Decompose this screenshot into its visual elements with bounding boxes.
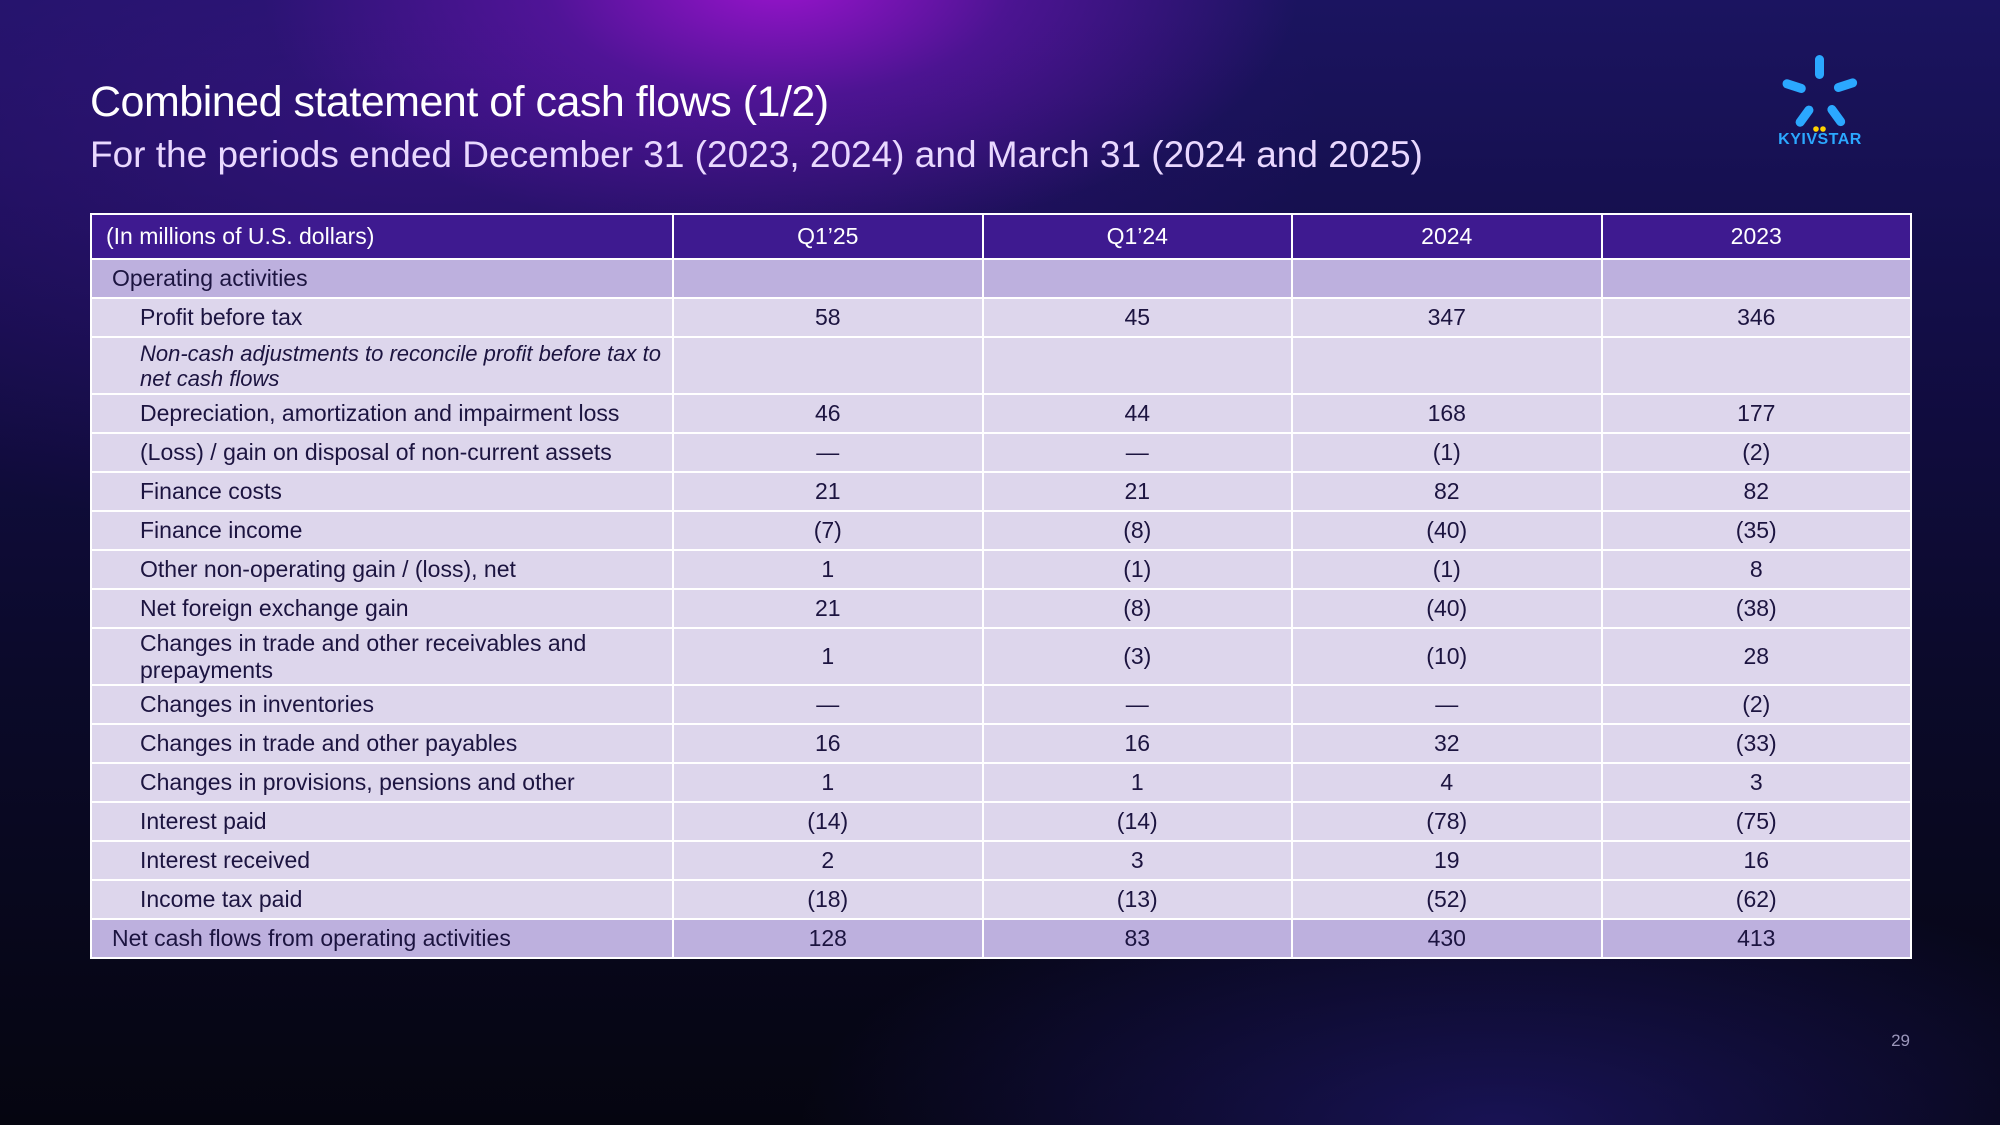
header-q1-24: Q1’24 [983,214,1293,259]
cell-2023: (2) [1602,433,1912,472]
cell-2024: 168 [1292,394,1602,433]
cash-flow-table [90,213,1912,959]
cell-q1-24: (1) [983,550,1293,589]
cell-q1-24: — [983,433,1293,472]
cell-2023: 82 [1602,472,1912,511]
cell-q1-24: 21 [983,472,1293,511]
cell-q1-24: (8) [983,511,1293,550]
cell-2024: — [1292,685,1602,724]
cell-q1-24: 3 [983,841,1293,880]
cell-2023: 346 [1602,298,1912,337]
cell-q1-24: 44 [983,394,1293,433]
page-number: 29 [1891,1031,1910,1050]
row-label: Net foreign exchange gain [91,589,673,628]
cell-2023: 8 [1602,550,1912,589]
row-label: Changes in provisions, pensions and other [91,763,673,802]
table-total-row [91,919,1911,958]
row-label: Finance costs [91,472,673,511]
table-row [91,511,1911,550]
page-title: Combined statement of cash flows (1/2) [90,78,829,126]
cell-2024 [1292,337,1602,394]
cell-2023: (38) [1602,589,1912,628]
header-2023: 2023 [1602,214,1912,259]
table-row [91,298,1911,337]
cell-2024: 430 [1292,919,1602,958]
cell-2024: (10) [1292,628,1602,685]
cell-2023: 16 [1602,841,1912,880]
row-label: Interest paid [91,802,673,841]
cell-q1-24: 45 [983,298,1293,337]
cell-q1-24: 16 [983,724,1293,763]
row-label: Non-cash adjustments to reconcile profit before tax to net cash flows [91,337,673,394]
table-row [91,802,1911,841]
table-row [91,763,1911,802]
cell-2023 [1602,259,1912,298]
cell-2024 [1292,259,1602,298]
cell-q1-24 [983,259,1293,298]
header-2024: 2024 [1292,214,1602,259]
cell-2024: (78) [1292,802,1602,841]
row-label: Changes in trade and other receivables and prepayments [91,628,673,685]
cell-q1-25: 1 [673,763,983,802]
cell-2023: (2) [1602,685,1912,724]
header-units: (In millions of U.S. dollars) [91,214,673,259]
table-row [91,724,1911,763]
cell-2024: 4 [1292,763,1602,802]
row-label: Net cash flows from operating activities [91,919,673,958]
cell-q1-24: — [983,685,1293,724]
row-label: Operating activities [91,259,673,298]
cell-q1-25: 128 [673,919,983,958]
cell-2023: 3 [1602,763,1912,802]
cell-2023 [1602,337,1912,394]
header-q1-25: Q1’25 [673,214,983,259]
cell-q1-25: 21 [673,472,983,511]
table-row [91,841,1911,880]
table-header-row [91,214,1911,259]
cell-2024: 19 [1292,841,1602,880]
cell-q1-25: (18) [673,880,983,919]
cell-q1-25: 58 [673,298,983,337]
row-label: Finance income [91,511,673,550]
cell-q1-24: (14) [983,802,1293,841]
cell-q1-24: (8) [983,589,1293,628]
cell-q1-25: (14) [673,802,983,841]
cell-2023: 28 [1602,628,1912,685]
cell-2023: (75) [1602,802,1912,841]
row-label: Changes in trade and other payables [91,724,673,763]
cell-2023: (35) [1602,511,1912,550]
cell-q1-25: 1 [673,628,983,685]
cell-q1-25: 46 [673,394,983,433]
table-row [91,685,1911,724]
table-row [91,337,1911,394]
cell-q1-24 [983,337,1293,394]
row-label: (Loss) / gain on disposal of non-current assets [91,433,673,472]
cell-q1-25: (7) [673,511,983,550]
row-label: Depreciation, amortization and impairment loss [91,394,673,433]
cell-q1-25: 1 [673,550,983,589]
cell-q1-24: (3) [983,628,1293,685]
table-row [91,550,1911,589]
cell-2024: (40) [1292,589,1602,628]
logo-wordmark: KYIVSTAR [1778,131,1862,148]
cell-2024: (40) [1292,511,1602,550]
row-label: Changes in inventories [91,685,673,724]
row-label: Income tax paid [91,880,673,919]
cell-q1-25: — [673,685,983,724]
row-label: Profit before tax [91,298,673,337]
cell-2023: (33) [1602,724,1912,763]
cell-q1-25: 21 [673,589,983,628]
cell-q1-24: 83 [983,919,1293,958]
cell-q1-25: 2 [673,841,983,880]
cell-q1-24: 1 [983,763,1293,802]
cell-2023: 177 [1602,394,1912,433]
table-row [91,394,1911,433]
cell-q1-24: (13) [983,880,1293,919]
table-row [91,259,1911,298]
cell-q1-25 [673,259,983,298]
page-subtitle: For the periods ended December 31 (2023, 2024) and March 31 (2024 and 2025) [90,134,1423,175]
cell-2024: 347 [1292,298,1602,337]
cell-2024: (1) [1292,550,1602,589]
row-label: Other non-operating gain / (loss), net [91,550,673,589]
row-label: Interest received [91,841,673,880]
cell-q1-25: — [673,433,983,472]
cell-2024: 32 [1292,724,1602,763]
table-row [91,589,1911,628]
table-row [91,433,1911,472]
cell-2024: (52) [1292,880,1602,919]
table-row [91,880,1911,919]
cell-q1-25: 16 [673,724,983,763]
cell-2023: (62) [1602,880,1912,919]
cell-2024: (1) [1292,433,1602,472]
cell-q1-25 [673,337,983,394]
cell-2024: 82 [1292,472,1602,511]
table-row [91,472,1911,511]
table-row [91,628,1911,685]
cell-2023: 413 [1602,919,1912,958]
